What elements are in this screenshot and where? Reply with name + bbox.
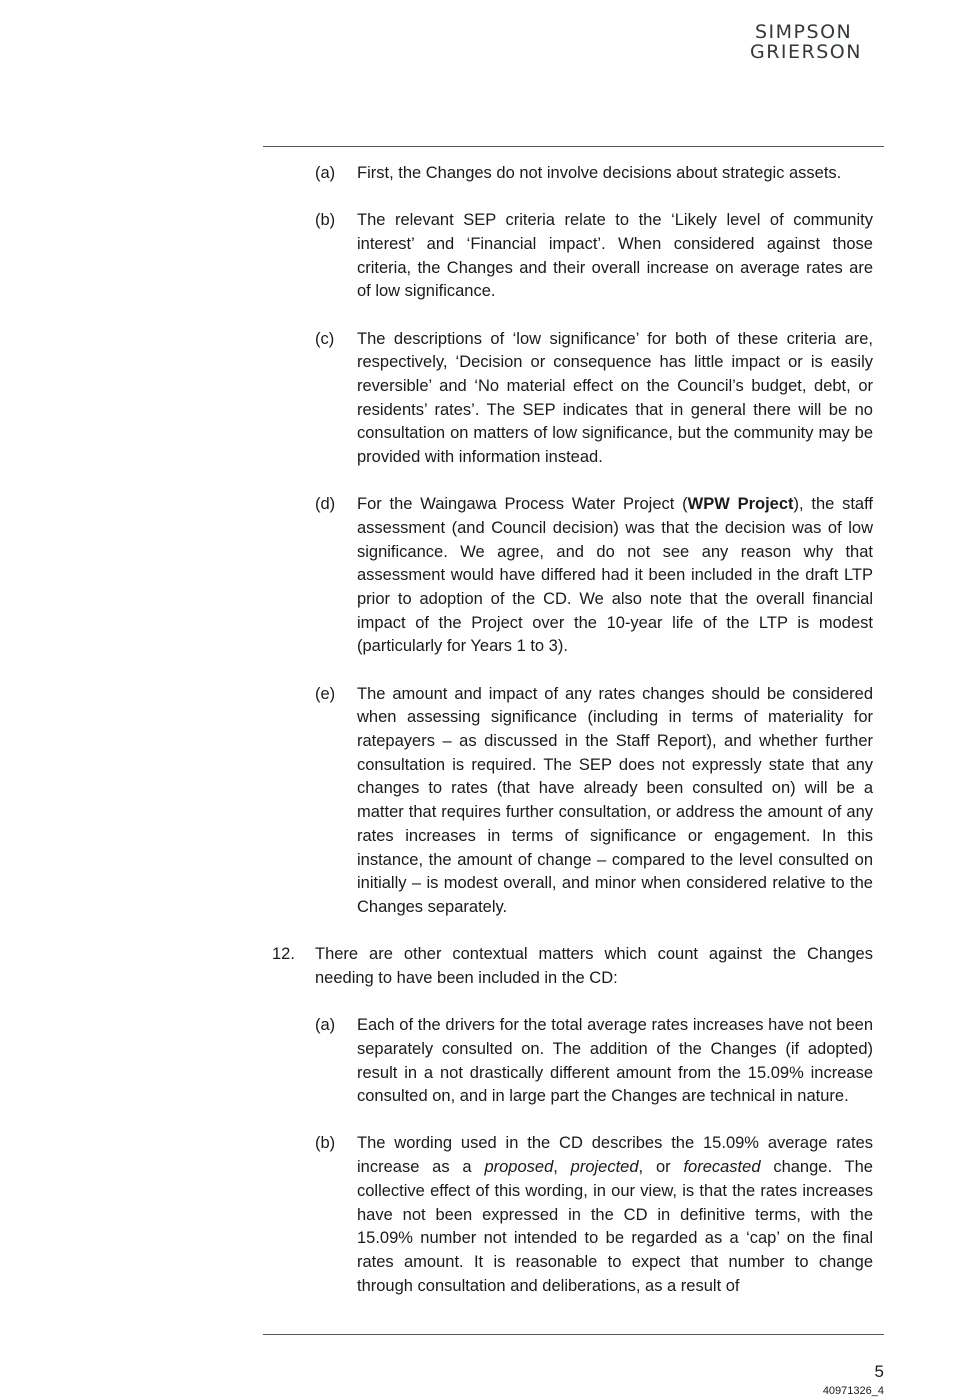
text-segment: The wording used in the CD describes the 15.09% average rates increase as a: [357, 1134, 873, 1177]
text-segment: ,: [553, 1158, 571, 1177]
document-body: [263, 162, 883, 1322]
page-number: 5: [874, 1362, 884, 1381]
paragraph-marker: (b): [315, 1134, 336, 1153]
text-segment: change. The collective effect of this wording, in our view, is that the rates increases have not been expressed in the CD in definitive terms, with the 15.09% number not intended to be regarded as a ‘cap’ on the final rates amount. It is reasonable to expect that number to change through consultation and deliberations, as a result of: [357, 1158, 873, 1295]
paragraph-marker: (c): [315, 329, 335, 348]
paragraph-11d: [263, 493, 883, 659]
paragraph-marker: (b): [315, 211, 336, 230]
paragraph-12b: [263, 1132, 883, 1298]
paragraph-text: [357, 1134, 873, 1294]
simpson-grierson-logo: [750, 20, 890, 68]
paragraph-marker: (a): [315, 164, 336, 182]
italic-term-forecasted: forecasted: [683, 1158, 761, 1177]
logo-line-1: SIMPSON: [755, 21, 853, 43]
footer-rule: [263, 1334, 884, 1335]
italic-term-proposed: proposed: [484, 1158, 554, 1177]
paragraph-marker: (d): [315, 495, 336, 514]
paragraph-11c: [263, 328, 883, 470]
paragraph-11b: [263, 209, 883, 304]
paragraph-text: The descriptions of ‘low significance’ for both of these criteria are, respectively, ‘Decision or consequence has little impact or is easily reversible’ and ‘No material effect on the Council’s budget, debt, or residents’ rates’. The SEP indicates that in general there will be no consultation on matters of low significance, but the community may be provided with information instead.: [357, 329, 873, 467]
italic-term-projected: projected: [570, 1158, 639, 1177]
text-segment: , or: [638, 1158, 684, 1177]
paragraph-12: [263, 943, 883, 990]
paragraph-12a: [263, 1014, 883, 1109]
paragraph-text: The amount and impact of any rates changes should be considered when assessing significance (including in terms of materiality for ratepayers – as discussed in the Staff Report), and whether further consultation is required. The SEP does not expressly state that any changes to rates (that have already been consulted on) will be a matter that requires further consultation, or address the amount of any rates increases in terms of significance or engagement. In this instance, the amount of change – compared to the level consulted on initially – is modest overall, and minor when considered relative to the Changes separately.: [357, 684, 873, 916]
paragraph-text: First, the Changes do not involve decisions about strategic assets.: [357, 164, 842, 182]
defined-term-wpw-project: WPW Project: [687, 495, 794, 514]
logo-line-2: GRIERSON: [750, 41, 862, 63]
paragraph-number: 12.: [272, 945, 295, 964]
paragraph-11e: [263, 683, 883, 920]
paragraph-text: The relevant SEP criteria relate to the ‘Likely level of community interest’ and ‘Financial impact’. When considered against those criteria, the Changes and their overall increase on average rates are of low significance.: [357, 211, 873, 301]
header-rule: [263, 146, 884, 147]
paragraph-marker: (e): [315, 684, 336, 703]
paragraph-text: Each of the drivers for the total average rates increases have not been separately consulted on. The addition of the Changes (if adopted) result in a not drastically different amount from the 15.09% increase consulted on, and in large part the Changes are technical in nature.: [357, 1016, 873, 1106]
text-segment: For the Waingawa Process Water Project (: [357, 495, 688, 514]
document-id: 40971326_4: [822, 1385, 884, 1397]
paragraph-11a: [263, 162, 883, 186]
paragraph-marker: (a): [315, 1016, 336, 1035]
paragraph-text: [357, 495, 873, 655]
text-segment: ), the staff assessment (and Council decision) was that the decision was of low significance. We agree, and do not see any reason why that assessment would have differed had it been included in the draft LTP prior to adoption of the CD. We also note that the overall financial impact of the Project over the 10-year life of the LTP is modest (particularly for Years 1 to 3).: [357, 495, 873, 656]
paragraph-text: There are other contextual matters which count against the Changes needing to have been included in the CD:: [315, 945, 873, 987]
